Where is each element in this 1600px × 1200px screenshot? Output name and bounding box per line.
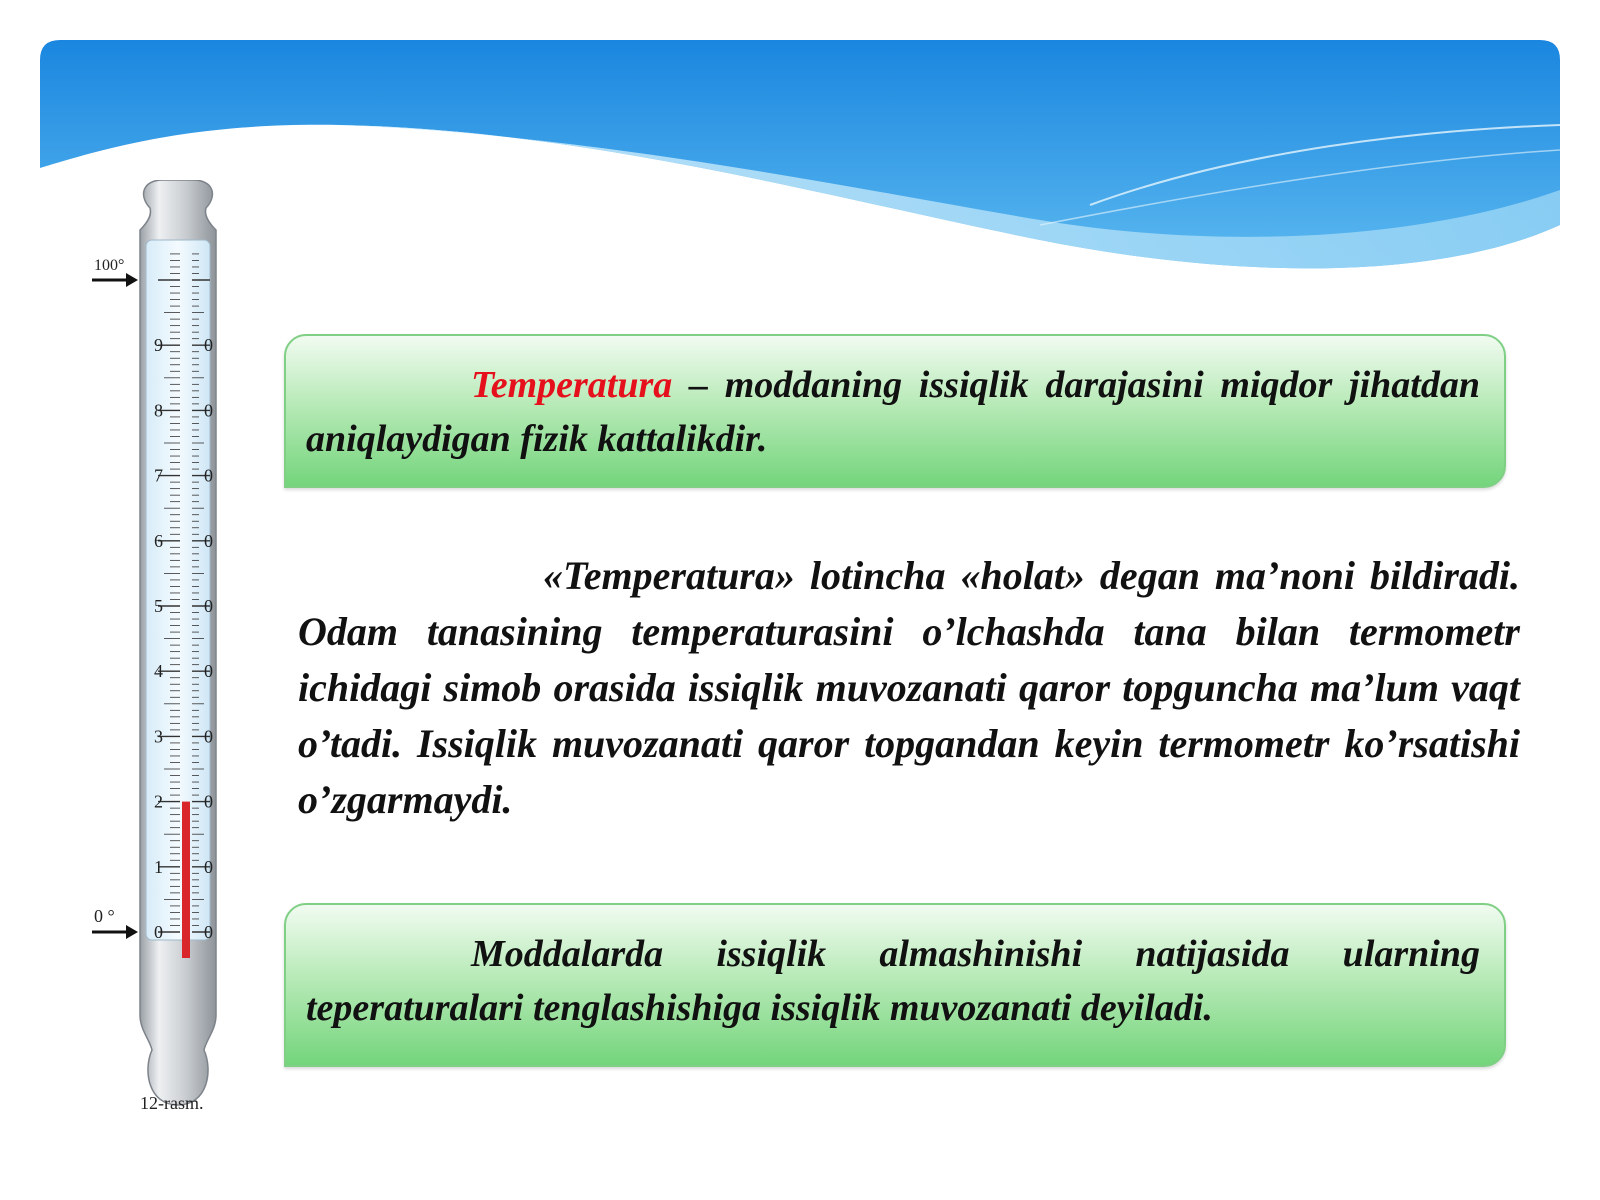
scale-label-right: 0 bbox=[204, 791, 213, 812]
definition-body: Moddalarda issiqlik almashinishi natijasida ularning teperaturalari tenglashishiga issiqlik muvozanati deyiladi. bbox=[306, 933, 1480, 1029]
explanation-paragraph bbox=[298, 548, 1520, 828]
scale-label-right: 0 bbox=[204, 465, 213, 486]
scale-label-left: 2 bbox=[154, 791, 163, 812]
definition-text bbox=[306, 927, 1480, 1035]
scale-label-left: 0 bbox=[154, 922, 163, 942]
scale-label-left: 1 bbox=[154, 856, 163, 877]
scale-label-right: 0 bbox=[204, 661, 213, 682]
scale-label-left: 3 bbox=[154, 726, 163, 747]
scale-label-left: 8 bbox=[154, 400, 163, 421]
scale-label-right: 0 bbox=[204, 596, 213, 616]
scale-label-left: 7 bbox=[154, 465, 163, 486]
definition-box-temperature bbox=[284, 334, 1506, 488]
definition-box-thermal-equilibrium bbox=[284, 903, 1506, 1067]
scale-label-right: 0 bbox=[204, 335, 213, 356]
scale-label-left: 4 bbox=[154, 661, 163, 682]
arrow-100-icon bbox=[92, 273, 138, 287]
arrow-0-icon bbox=[92, 925, 138, 939]
scale-label-right: 0 bbox=[204, 922, 213, 942]
scale-label-right: 0 bbox=[204, 400, 213, 421]
label-100-degrees: 100° bbox=[94, 257, 125, 274]
header-wave-banner bbox=[40, 40, 1560, 280]
scale-label-right: 0 bbox=[204, 530, 213, 551]
label-0-degrees: 0 ° bbox=[94, 906, 115, 926]
definition-text bbox=[306, 358, 1480, 466]
scale-label-left: 6 bbox=[154, 530, 163, 551]
scale-label-right: 0 bbox=[204, 856, 213, 877]
scale-label-right: 0 bbox=[204, 726, 213, 747]
mercury-column bbox=[182, 802, 190, 958]
figure-caption: 12-rasm. bbox=[140, 1093, 204, 1113]
scale-label-left: 5 bbox=[154, 596, 163, 616]
paragraph-text: «Temperatura» lotincha «holat» degan ma’noni bildiradi. Odam tanasining temperaturasini o’lchashda tana bilan termometr ichidagi simob orasida issiqlik muvozanati qaror topguncha ma’lum vaqt o’tadi. Issiqlik muvozanati qaror topgandan keyin termometr ko’rsatishi o’zgarmaydi. bbox=[298, 553, 1520, 822]
thermometer-illustration bbox=[88, 180, 258, 1120]
scale-label-left: 9 bbox=[154, 335, 163, 356]
term-temperatura: Temperatura bbox=[471, 364, 673, 406]
definition-body: – moddaning issiqlik darajasini miqdor jihatdan aniqlaydigan fizik kattalikdir. bbox=[306, 364, 1480, 460]
